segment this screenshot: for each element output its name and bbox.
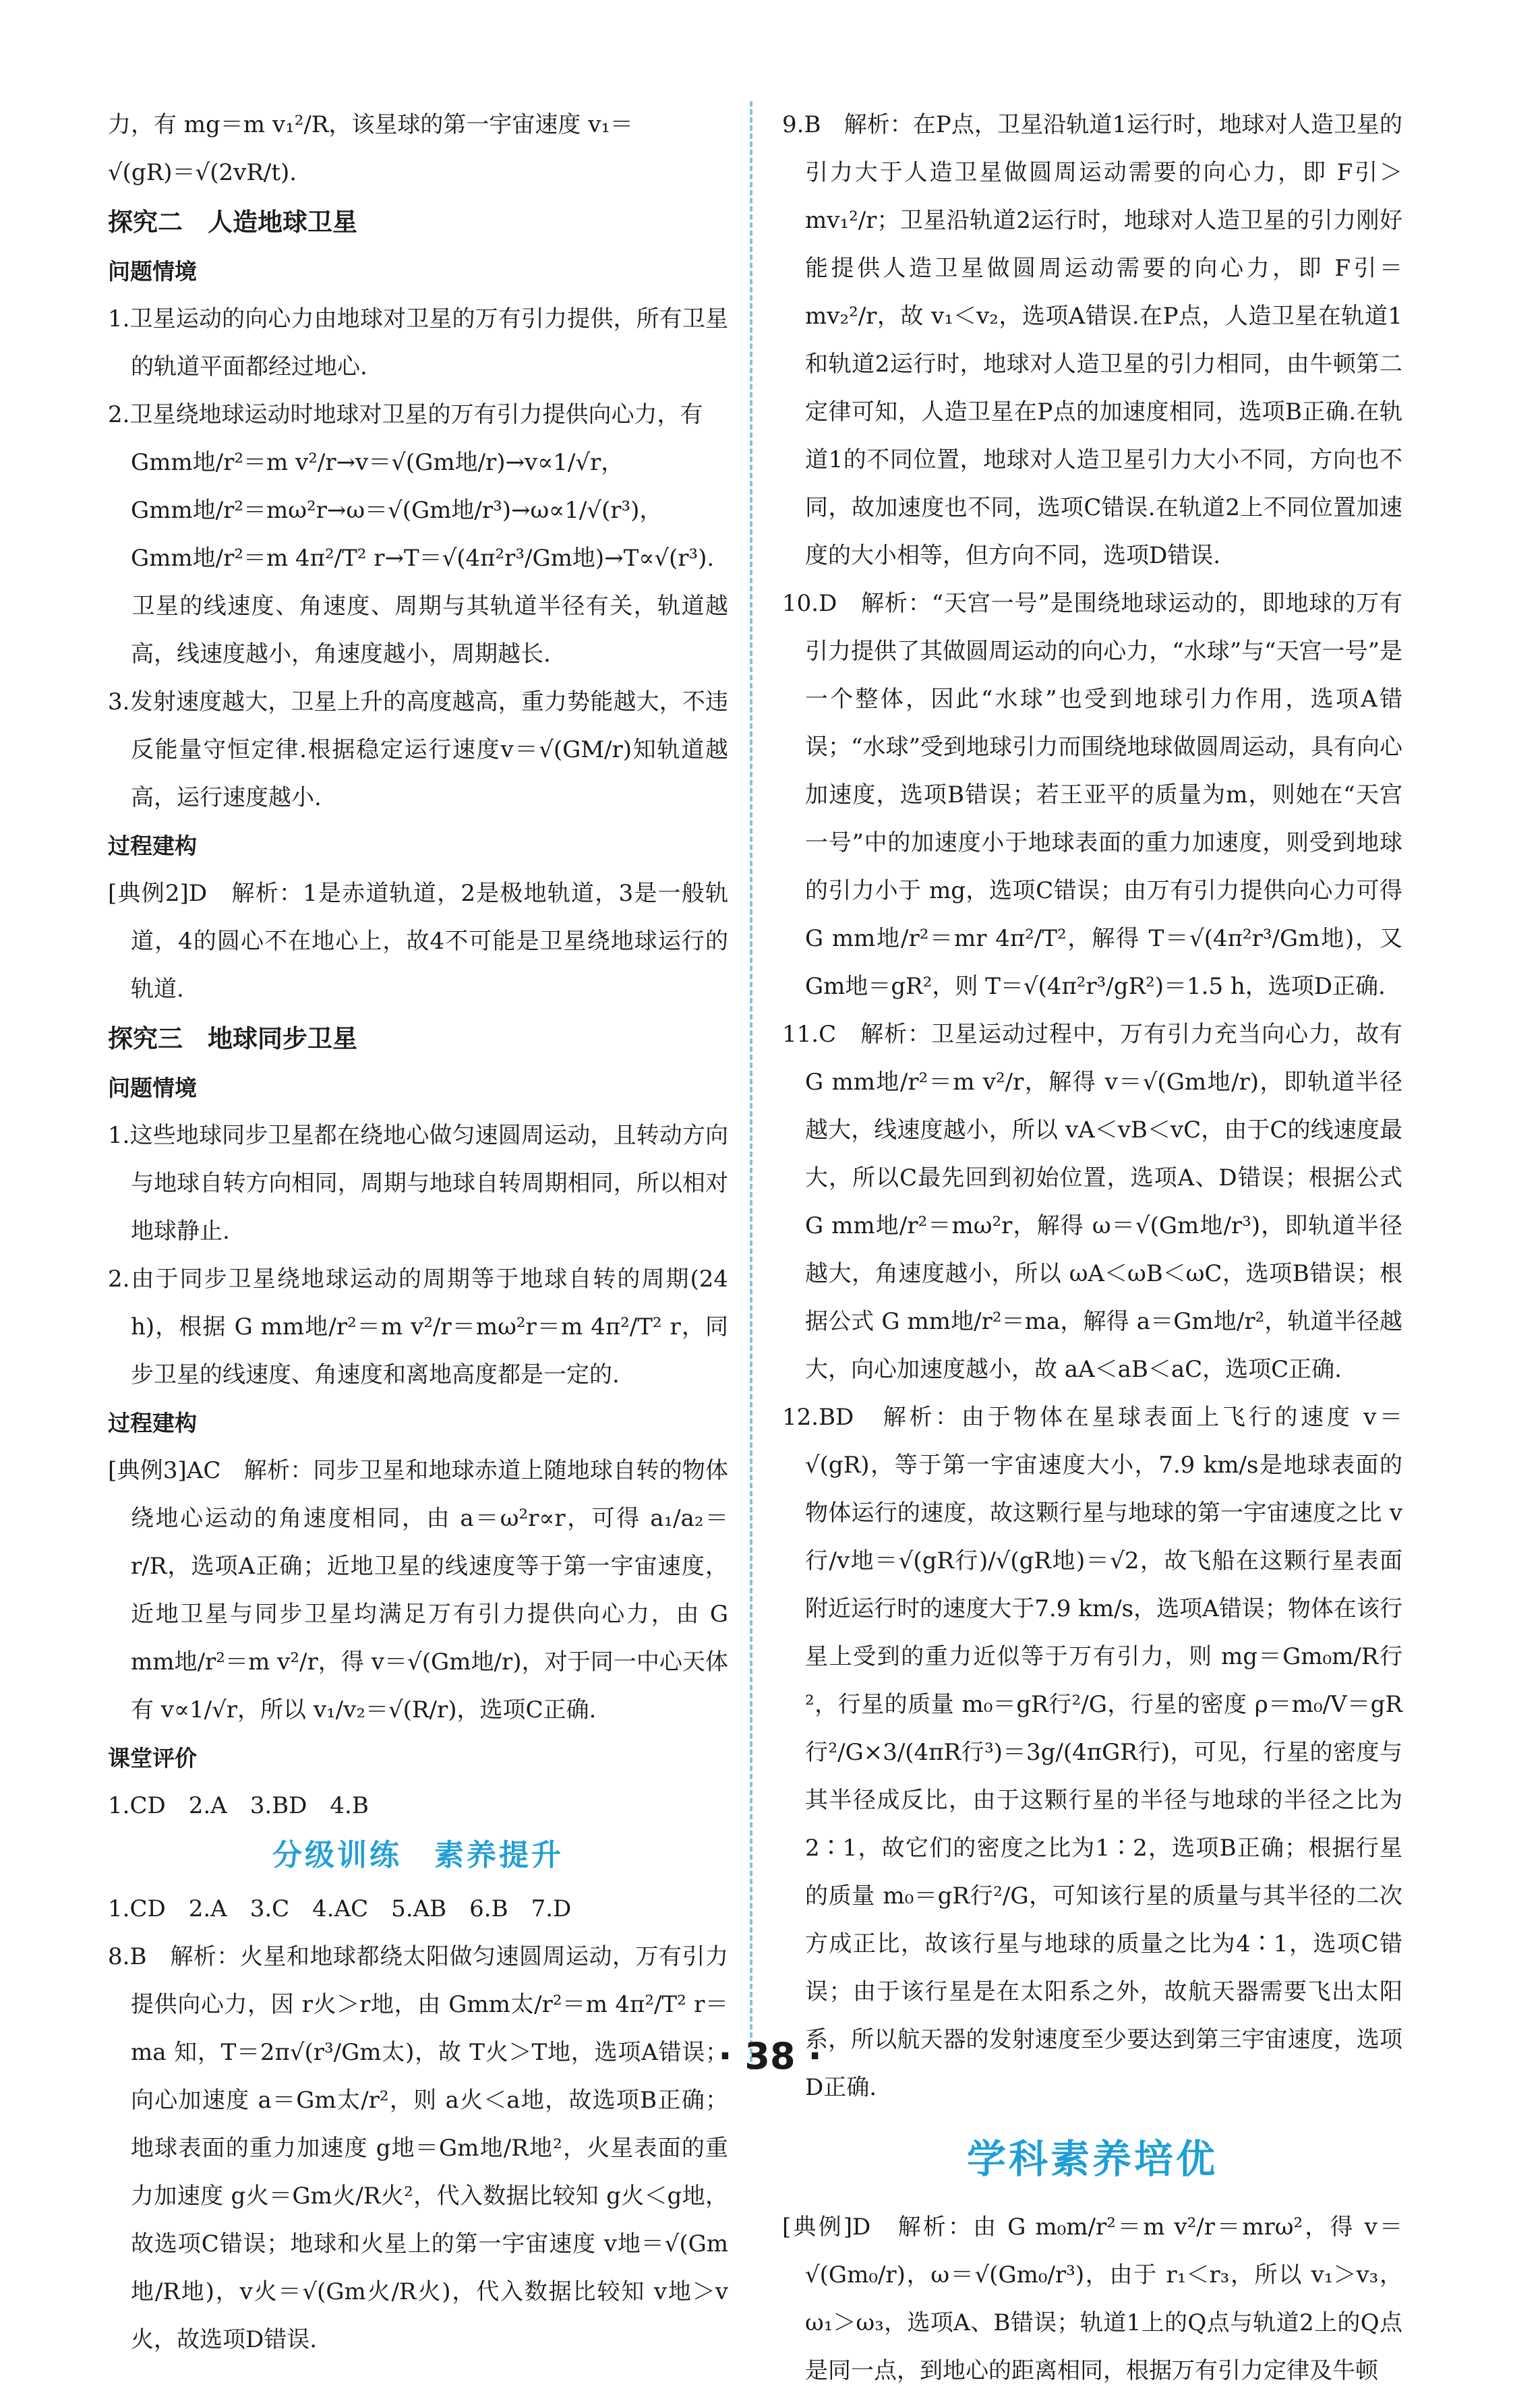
text-line: 1.CD 2.A 3.BD 4.B xyxy=(108,1792,369,1819)
text-line: √(gR)＝√(2vR/t). xyxy=(108,159,297,186)
text-line: Gmm地/r²＝mω²r→ω＝√(Gm地/r³)→ω∝1/√(r³)， xyxy=(108,497,663,524)
answer-paragraph: 8.B 解析：火星和地球都绕太阳做匀速圆周运动，万有引力提供向心力，因 r火＞r地，由 Gmm太/r²＝m 4π²/T² r＝ma 知，T＝2π√(r³/Gm太)，故 T火＞T地，选项A错误；向心加速度 a＝Gm太/r²，则 a火＜a地，故选项B正确；地球表面的重力加速度 g地＝Gm地/R地²，火星表面的重力加速度 g火＝Gm火/R火²，代入数据比较知 g火＜g地，故选项C错误；地球和火星上的第一宇宙速度 v地＝√(Gm地/R地)，v火＝√(Gm火/R火)，代入数据比较知 v地＞v火，故选项D错误. xyxy=(108,1943,728,2353)
answer-paragraph: 3.发射速度越大，卫星上升的高度越高，重力势能越大，不违反能量守恒定律.根据稳定运行速度v＝√(GM/r)知轨道越高，运行速度越小. xyxy=(108,688,728,811)
answer-paragraph: [典例]D 解析：由 G m₀m/r²＝m v²/r＝mrω²，得 v＝√(Gm₀/r)，ω＝√(Gm₀/r³)，由于 r₁＜r₃，所以 v₁＞v₃，ω₁＞ω₃，选项A、B错误；轨道1上的Q点与轨道2上的Q点是同一点，到地心的距离相同，根据万有引力定律及牛顿 xyxy=(782,2214,1402,2384)
answer-paragraph: 11.C 解析：卫星运动过程中，万有引力充当向心力，故有 G mm地/r²＝m v²/r，解得 v＝√(Gm地/r)，即轨道半径越大，线速度越小，所以 vA＜vB＜vC，由于C的线速度最大，所以C最先回到初始位置，选项A、D错误；根据公式 G mm地/r²＝mω²r，解得 ω＝√(Gm地/r³)，即轨道半径越大，角速度越小，所以 ωA＜ωB＜ωC，选项B错误；根据公式 G mm地/r²＝ma，解得 a＝Gm地/r²，轨道半径越大，向心加速度越小，故 aA＜aB＜aC，选项C正确. xyxy=(782,1021,1402,1383)
answer-paragraph: [典例2]D 解析：1是赤道轨道，2是极地轨道，3是一般轨道，4的圆心不在地心上，故4不可能是卫星绕地球运行的轨道. xyxy=(108,880,728,1003)
left-column xyxy=(108,101,728,2364)
subheading: 过程建构 xyxy=(108,1410,197,1436)
subheading: 问题情境 xyxy=(108,258,197,285)
section-heading: 探究二 人造地球卫星 xyxy=(108,208,357,237)
answer-paragraph: 2.卫星绕地球运动时地球对卫星的万有引力提供向心力，有 xyxy=(108,401,703,428)
column-divider xyxy=(750,101,752,2070)
answer-paragraph: [典例3]AC 解析：同步卫星和地球赤道上随地球自转的物体绕地心运动的角速度相同，由 a＝ω²r∝r，可得 a₁/a₂＝r/R，选项A正确；近地卫星的线速度等于第一宇宙速度，近地卫星与同步卫星均满足万有引力提供向心力，由 G mm地/r²＝m v²/r，得 v＝√(Gm地/r)，对于同一中心天体有 v∝1/√r，所以 v₁/v₂＝√(R/r)，选项C正确. xyxy=(108,1457,728,1723)
text-line: Gmm地/r²＝m 4π²/T² r→T＝√(4π²r³/Gm地)→T∝√(r³). xyxy=(108,545,715,572)
subheading: 课堂评价 xyxy=(108,1745,197,1771)
answer-paragraph: 卫星的线速度、角速度、周期与其轨道半径有关，轨道越高，线速度越小，角速度越小，周期越长. xyxy=(108,593,728,668)
answer-paragraph: 9.B 解析：在P点，卫星沿轨道1运行时，地球对人造卫星的引力大于人造卫星做圆周运动需要的向心力，即 F引＞mv₁²/r；卫星沿轨道2运行时，地球对人造卫星的引力刚好能提供人造卫星做圆周运动需要的向心力，即 F引＝mv₂²/r，故 v₁＜v₂，选项A错误.在P点，人造卫星在轨道1和轨道2运行时，地球对人造卫星的引力相同，由牛顿第二定律可知，人造卫星在P点的加速度相同，选项B正确.在轨道1的不同位置，地球对人造卫星引力大小不同，方向也不同，故加速度也不同，选项C错误.在轨道2上不同位置加速度的大小相等，但方向不同，选项D错误. xyxy=(782,111,1402,569)
subheading: 过程建构 xyxy=(108,833,197,859)
section-banner-title: 学科素养培优 xyxy=(966,2136,1218,2182)
page-number: · 38 · xyxy=(718,2035,822,2077)
text-line: 1.CD 2.A 3.C 4.AC 5.AB 6.B 7.D xyxy=(108,1895,572,1922)
answer-paragraph: 12.BD 解析：由于物体在星球表面上飞行的速度 v＝√(gR)，等于第一宇宙速度大小，7.9 km/s是地球表面的物体运行的速度，故这颗行星与地球的第一宇宙速度之比 v行/v地＝√(gR行)/√(gR地)＝√2，故飞船在这颗行星表面附近运行时的速度大于7.9 km/s，选项A错误；物体在该行星上受到的重力近似等于万有引力，则 mg＝Gm₀m/R行²，行星的质量 m₀＝gR行²/G，行星的密度 ρ＝m₀/V＝gR行²/G×3/(4πR行³)＝3g/(4πGR行)，可见，行星的密度与其半径成反比，由于这颗行星的半径与地球的半径之比为2∶1，故它们的密度之比为1∶2，选项B正确；根据行星的质量 m₀＝gR行²/G，可知该行星的质量与其半径的二次方成正比，故该行星与地球的质量之比为4∶1，选项C错误；由于该行星是在太阳系之外，故航天器需要飞出太阳系，所以航天器的发射速度至少要达到第三宇宙速度，选项D正确. xyxy=(782,1404,1402,2101)
subheading: 问题情境 xyxy=(108,1075,197,1101)
section-banner-title: 分级训练 素养提升 xyxy=(272,1838,564,1872)
answer-paragraph: 1.这些地球同步卫星都在绕地心做匀速圆周运动，且转动方向与地球自转方向相同，周期与地球自转周期相同，所以相对地球静止. xyxy=(108,1122,728,1245)
answer-paragraph: 10.D 解析：“天宫一号”是围绕地球运动的，即地球的万有引力提供了其做圆周运动的向心力，“水球”与“天宫一号”是一个整体，因此“水球”也受到地球引力作用，选项A错误；“水球”受到地球引力而围绕地球做圆周运动，具有向心加速度，选项B错误；若王亚平的质量为m，则她在“天宫一号”中的加速度小于地球表面的重力加速度，则受到地球的引力小于 mg，选项C错误；由万有引力提供向心力可得 G mm地/r²＝mr 4π²/T²，解得 T＝√(4π²r³/Gm地)，又 Gm地＝gR²，则 T＝√(4π²r³/gR²)＝1.5 h，选项D正确. xyxy=(782,590,1402,1000)
text-line: 力，有 mg＝m v₁²/R，该星球的第一宇宙速度 v₁＝ xyxy=(108,111,634,138)
answer-paragraph: 2.由于同步卫星绕地球运动的周期等于地球自转的周期(24 h)，根据 G mm地/r²＝m v²/r＝mω²r＝m 4π²/T² r，同步卫星的线速度、角速度和离地高度都是一定的. xyxy=(108,1266,728,1388)
section-heading: 探究三 地球同步卫星 xyxy=(108,1024,357,1053)
text-line: Gmm地/r²＝m v²/r→v＝√(Gm地/r)→v∝1/√r， xyxy=(108,449,624,476)
answer-paragraph: 1.卫星运动的向心力由地球对卫星的万有引力提供，所有卫星的轨道平面都经过地心. xyxy=(108,305,728,380)
